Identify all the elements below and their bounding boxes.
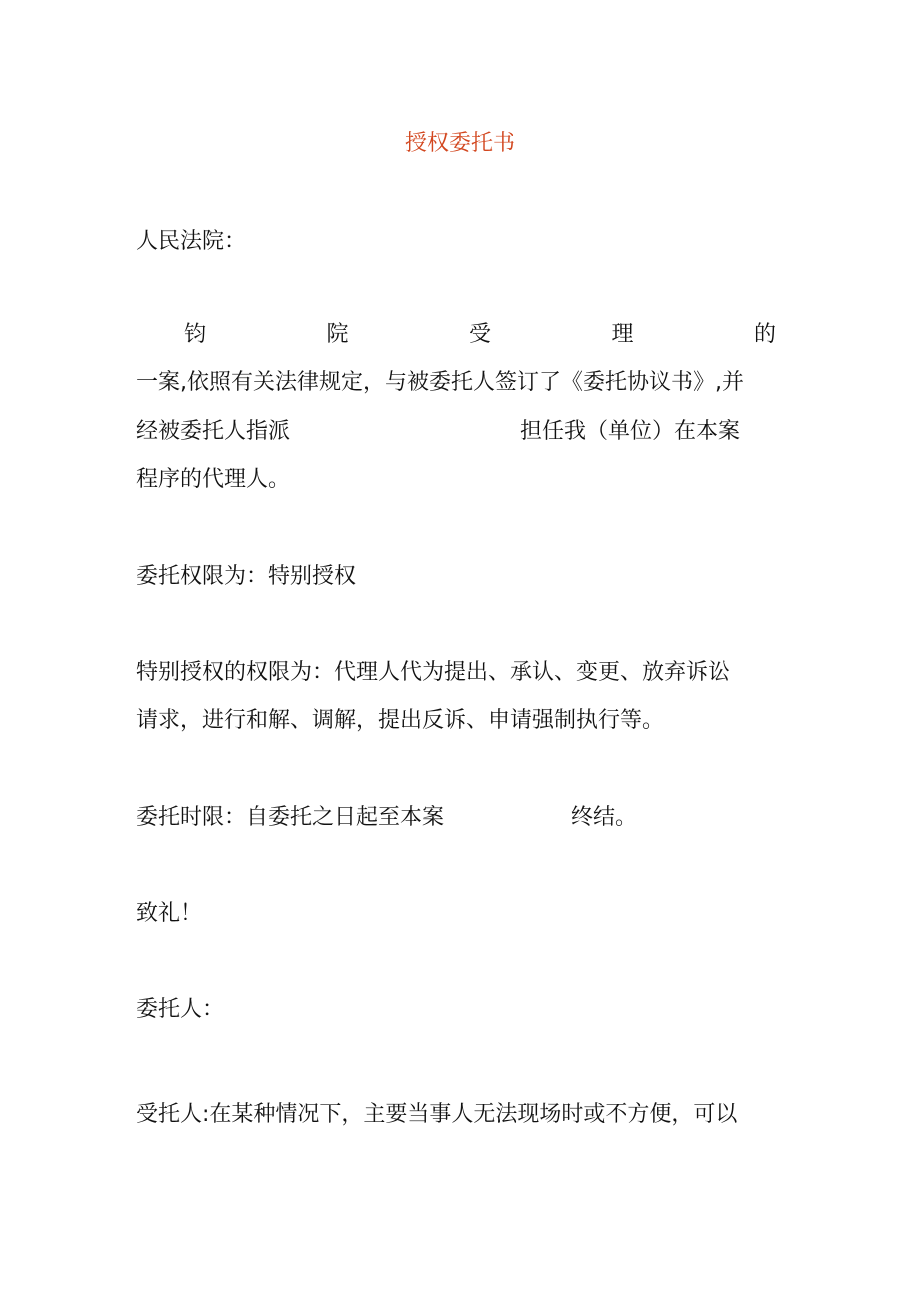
term-right: 终结。 [571,805,638,830]
intro-char: 受 [468,322,491,347]
intro-char: 的 [753,322,776,347]
intro-line-3-right: 担任我（单位）在本案 [520,419,741,444]
intro-line-2: 一案,依照有关法律规定，与被委托人签订了《委托协议书》,并 [136,370,744,395]
special-authority-line-1: 特别授权的权限为：代理人代为提出、承认、变更、放弃诉讼 [136,660,731,685]
principal-label: 委托人： [136,997,225,1022]
salutation: 人民法院： [136,229,247,254]
intro-spread-line [136,319,776,351]
closing: 致礼！ [136,901,203,926]
special-authority-line-2: 请求，进行和解、调解，提出反诉、申请强制执行等。 [136,708,665,733]
intro-line-4: 程序的代理人。 [136,467,291,492]
authority-scope: 委托权限为：特别授权 [136,564,357,589]
term-left: 委托时限：自委托之日起至本案 [136,805,445,830]
agent-line: 受托人:在某种情况下，主要当事人无法现场时或不方便，可以 [136,1102,738,1127]
intro-char: 院 [326,322,349,347]
intro-char: 钧 [184,322,207,347]
intro-char: 理 [611,322,634,347]
intro-line-3-left: 经被委托人指派 [136,419,291,444]
document-title: 授权委托书 [404,131,515,156]
